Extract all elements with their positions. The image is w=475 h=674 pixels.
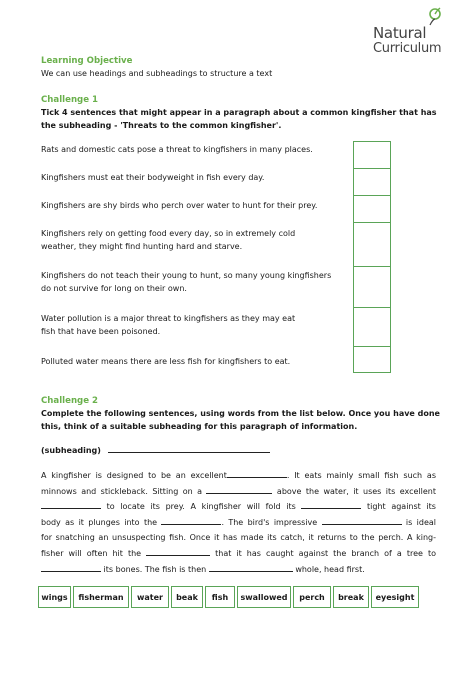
cloze-paragraph <box>41 468 436 577</box>
sentence-1-line1: Rats and domestic cats pose a threat to kingfishers in many places. <box>41 145 313 154</box>
paragraph-text: its bones. The fish is then <box>103 564 207 574</box>
sentence-4-line2: weather, they might find hunting hard and starve. <box>41 242 243 251</box>
paragraph-text: . It eats mainly small fish such as <box>286 471 436 480</box>
gap-4[interactable] <box>301 500 361 509</box>
paragraph-text: tight against its <box>367 502 436 512</box>
sentence-6 <box>41 312 295 338</box>
sentence-4 <box>41 227 295 253</box>
sentence-3-line1: Kingfishers are shy birds who perch over water to hunt for their prey. <box>41 201 318 210</box>
sentence-7 <box>41 355 290 368</box>
paragraph-text: body as it plunges into the <box>41 517 158 527</box>
sentence-6-line1: Water pollution is a major threat to kingfishers as they may eat <box>41 314 296 323</box>
leaf-swirl-icon <box>427 7 441 27</box>
paragraph-line-2 <box>41 484 436 500</box>
word-bank-item[interactable]: swallowed <box>237 586 291 608</box>
word-bank-item[interactable]: perch <box>293 586 331 608</box>
challenge1-heading: Challenge 1 <box>41 95 99 105</box>
paragraph-text: that it has caught against the branch of a tree to <box>215 548 436 558</box>
learning-objective-text: We can use headings and subheadings to structure a text <box>41 69 273 78</box>
tick-box-3[interactable] <box>353 195 391 223</box>
paragraph-text: whole, head first. <box>295 564 365 574</box>
paragraph-text: . The bird's impressive <box>221 517 318 527</box>
gap-3[interactable] <box>41 500 101 509</box>
paragraph-text: is ideal <box>405 517 436 527</box>
word-bank <box>38 586 419 608</box>
tick-box-2[interactable] <box>353 168 391 196</box>
word-bank-item[interactable]: fish <box>205 586 235 608</box>
subheading-answer-line[interactable] <box>108 444 270 453</box>
word-bank-item[interactable]: water <box>131 586 169 608</box>
subheading-row <box>41 444 270 457</box>
gap-1[interactable] <box>227 469 287 478</box>
sentence-5 <box>41 269 331 295</box>
gap-6[interactable] <box>322 516 402 525</box>
paragraph-text: fisher will often hit the <box>41 548 142 558</box>
gap-9[interactable] <box>209 563 293 572</box>
paragraph-text: minnows and stickleback. Sitting on a <box>41 486 203 496</box>
paragraph-text: A kingfisher is designed to be an excellent <box>41 471 227 480</box>
tick-box-7[interactable] <box>353 346 391 373</box>
paragraph-text: above the water, it uses its excellent <box>276 486 436 496</box>
sentence-2 <box>41 171 264 184</box>
gap-5[interactable] <box>161 516 221 525</box>
paragraph-line-4 <box>41 515 436 531</box>
word-bank-item[interactable]: beak <box>171 586 203 608</box>
learning-objective-heading: Learning Objective <box>41 56 133 66</box>
word-bank-item[interactable]: wings <box>38 586 71 608</box>
tick-box-6[interactable] <box>353 307 391 347</box>
paragraph-text: for snatching an unsuspecting fish. Once it has made its catch, it returns to the perch. A king- <box>41 533 436 543</box>
tick-box-4[interactable] <box>353 222 391 267</box>
brand-name-line1: Natural <box>373 24 427 42</box>
gap-2[interactable] <box>206 485 272 494</box>
sentence-5-line2: do not survive for long on their own. <box>41 284 187 293</box>
paragraph-line-5 <box>41 530 436 546</box>
paragraph-line-1 <box>41 468 436 484</box>
sentence-1 <box>41 143 313 156</box>
challenge2-instruction-line2: this, think of a suitable subheading for this paragraph of information. <box>41 422 358 431</box>
paragraph-line-7 <box>41 562 436 578</box>
brand-name-line2: Curriculum <box>373 41 442 56</box>
challenge2-heading: Challenge 2 <box>41 396 99 406</box>
gap-7[interactable] <box>146 547 210 556</box>
gap-8[interactable] <box>41 563 101 572</box>
word-bank-item[interactable]: fisherman <box>73 586 129 608</box>
sentence-7-line1: Polluted water means there are less fish for kingfishers to eat. <box>41 357 291 366</box>
subheading-label: (subheading) <box>41 446 101 455</box>
sentence-3 <box>41 199 317 212</box>
tick-box-5[interactable] <box>353 266 391 308</box>
paragraph-line-6 <box>41 546 436 562</box>
sentence-5-line1: Kingfishers do not teach their young to hunt, so many young kingfishers <box>41 271 332 280</box>
sentence-2-line1: Kingfishers must eat their bodyweight in fish every day. <box>41 173 265 182</box>
brand-logo <box>373 7 465 55</box>
paragraph-text: to locate its prey. A kingfisher will fold its <box>106 502 296 512</box>
challenge1-instruction-line2: the subheading - 'Threats to the common kingfisher'. <box>41 121 282 130</box>
sentence-4-line1: Kingfishers rely on getting food every day, so in extremely cold <box>41 229 296 238</box>
tick-box-1[interactable] <box>353 141 391 169</box>
challenge1-instruction-line1: Tick 4 sentences that might appear in a paragraph about a common kingfisher that has <box>41 108 437 117</box>
challenge2-instruction-line1: Complete the following sentences, using words from the list below. Once you have done <box>41 409 440 418</box>
paragraph-line-3 <box>41 499 436 515</box>
sentence-6-line2: fish that have been poisoned. <box>41 327 161 336</box>
word-bank-item[interactable]: eyesight <box>371 586 419 608</box>
word-bank-item[interactable]: break <box>333 586 369 608</box>
